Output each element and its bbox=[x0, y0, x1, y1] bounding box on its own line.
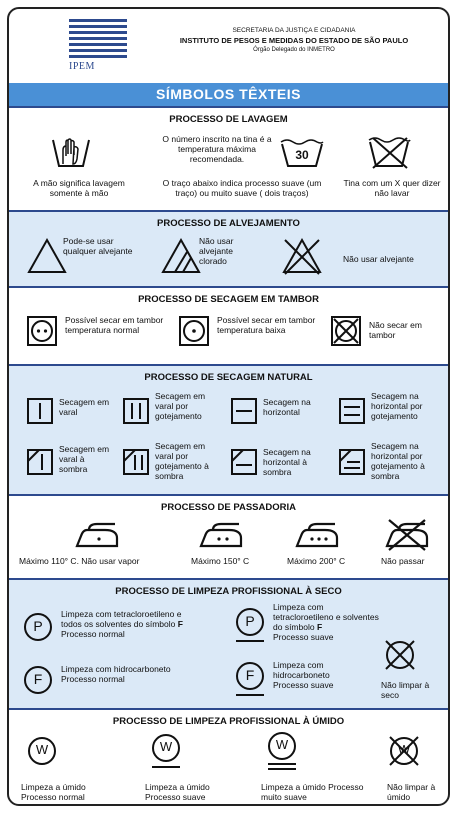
p-letter: P bbox=[33, 618, 43, 634]
header bbox=[9, 9, 448, 83]
line-dry-shade-icon bbox=[27, 449, 53, 475]
tumble-dry-normal-label: Possível secar em tambor temperatura normal bbox=[65, 315, 164, 335]
iron-item-2: Máximo 150° C bbox=[191, 556, 250, 566]
iron-medium-icon bbox=[199, 522, 243, 548]
drip-flat-dry-shade-icon bbox=[339, 449, 365, 475]
f-gentle-label: Limpeza com hidrocarboneto Processo suave bbox=[273, 660, 334, 690]
section-title: PROCESSO DE ALVEJAMENTO bbox=[157, 218, 300, 229]
line-dry-icon bbox=[27, 398, 53, 424]
p-normal-label: Limpeza com tetracloroetileno e todos os solventes do símbolo F Processo normal bbox=[61, 609, 183, 639]
natural-item-8: Secagem na horizontal por gotejamento à sombra bbox=[371, 441, 425, 481]
drip-line-dry-icon bbox=[123, 398, 149, 424]
no-wash-icon bbox=[367, 136, 411, 168]
hand-wash-icon bbox=[51, 134, 91, 168]
natural-item-6: Secagem em varal por gotejamento à sombra bbox=[155, 441, 209, 481]
iron-item-4: Não passar bbox=[381, 556, 425, 566]
hand-wash-label: A mão significa lavagem somente à mão bbox=[33, 178, 125, 198]
header-line-1: SECRETARIA DA JUSTIÇA E CIDADANIA bbox=[232, 27, 356, 34]
w-letter-gentle: W bbox=[159, 739, 173, 754]
natural-item-4: Secagem na horizontal por gotejamento bbox=[371, 391, 423, 421]
logo-text: IPEM bbox=[69, 61, 95, 72]
wet-item-3: Limpeza a úmido Processo muito suave bbox=[261, 782, 364, 802]
section-title: PROCESSO DE SECAGEM NATURAL bbox=[144, 372, 313, 383]
no-chlorine-bleach-icon bbox=[161, 238, 201, 274]
tub-number: 30 bbox=[295, 148, 309, 162]
no-tumble-dry-label: Não secar em tambor bbox=[369, 320, 422, 340]
iron-item-3: Máximo 200° C bbox=[287, 556, 346, 566]
w-letter: W bbox=[35, 742, 49, 757]
f-normal-label: Limpeza com hidrocarboneto Processo normal bbox=[61, 664, 171, 684]
p-letter-gentle: P bbox=[245, 613, 255, 629]
header-line-3: Órgão Delegado do INMETRO bbox=[253, 47, 335, 53]
bleach-any-label: Pode-se usar qualquer alvejante bbox=[63, 236, 133, 256]
f-letter-gentle: F bbox=[245, 667, 255, 683]
section-secagem-natural bbox=[9, 364, 448, 494]
p-gentle-label: Limpeza com tetracloroetileno e solventes do símbolo F Processo suave bbox=[273, 602, 379, 642]
trace-text: O traço abaixo indica processo suave (um traço) ou muito suave ( dois traços) bbox=[162, 178, 322, 198]
tumble-dry-low-icon bbox=[179, 316, 209, 346]
section-passadoria bbox=[9, 494, 448, 578]
drip-flat-dry-icon bbox=[339, 398, 365, 424]
no-bleach-icon bbox=[281, 236, 323, 276]
page-title: SÍMBOLOS TÊXTEIS bbox=[9, 83, 448, 106]
section-alvejamento bbox=[9, 210, 448, 286]
no-dry-clean-label: Não limpar à seco bbox=[381, 680, 430, 700]
wet-item-4: Não limpar à úmido bbox=[387, 782, 436, 802]
drip-line-dry-shade-icon bbox=[123, 449, 149, 475]
w-letter-very-gentle: W bbox=[275, 737, 289, 752]
tumble-dry-normal-icon bbox=[27, 316, 57, 346]
textile-symbols-card bbox=[7, 7, 450, 806]
no-bleach-label: Não usar alvejante bbox=[343, 254, 414, 264]
tumble-dry-low-label: Possível secar em tambor temperatura baixa bbox=[217, 315, 316, 335]
section-title: PROCESSO DE LIMPEZA PROFISSIONAL À ÚMIDO bbox=[112, 716, 345, 727]
wet-item-1: Limpeza a úmido Processo normal bbox=[21, 782, 86, 802]
section-title: PROCESSO DE LAVAGEM bbox=[169, 114, 288, 125]
natural-item-1: Secagem em varal bbox=[59, 397, 110, 417]
natural-item-5: Secagem em varal à sombra bbox=[59, 444, 110, 474]
f-letter: F bbox=[33, 671, 43, 687]
no-wash-label: Tina com um X quer dizer não lavar bbox=[343, 178, 441, 198]
w-letter-no: W bbox=[397, 742, 411, 757]
section-title: PROCESSO DE SECAGEM EM TAMBOR bbox=[138, 294, 319, 305]
no-iron-icon bbox=[385, 518, 429, 550]
flat-dry-shade-icon bbox=[231, 449, 257, 475]
no-chlorine-bleach-label: Não usar alvejante clorado bbox=[199, 236, 234, 266]
iron-high-icon bbox=[295, 522, 339, 548]
number-text: O número inscrito na tina é a temperatura máxima recomendada. bbox=[162, 134, 272, 164]
section-title: PROCESSO DE LIMPEZA PROFISSIONAL À SECO bbox=[115, 586, 342, 597]
section-lavagem bbox=[9, 106, 448, 210]
wet-item-2: Limpeza a úmido Processo suave bbox=[145, 782, 210, 802]
iron-low-icon bbox=[75, 522, 119, 548]
natural-item-7: Secagem na horizontal à sombra bbox=[263, 447, 311, 477]
bleach-any-icon bbox=[27, 238, 67, 274]
no-dry-clean-icon bbox=[383, 638, 417, 672]
section-tambor bbox=[9, 286, 448, 364]
section-title: PROCESSO DE PASSADORIA bbox=[161, 502, 296, 513]
natural-item-2: Secagem em varal por gotejamento bbox=[155, 391, 206, 421]
section-limpeza-umido bbox=[9, 708, 448, 806]
ipem-logo bbox=[69, 19, 127, 72]
header-line-2: INSTITUTO DE PESOS E MEDIDAS DO ESTADO DE SÃO PAULO bbox=[179, 36, 409, 45]
iron-item-1: Máximo 110° C. Não usar vapor bbox=[19, 556, 140, 566]
section-limpeza-seco bbox=[9, 578, 448, 708]
header-text bbox=[144, 27, 444, 53]
no-tumble-dry-icon bbox=[331, 316, 361, 346]
natural-item-3: Secagem na horizontal bbox=[263, 397, 311, 417]
flat-dry-icon bbox=[231, 398, 257, 424]
